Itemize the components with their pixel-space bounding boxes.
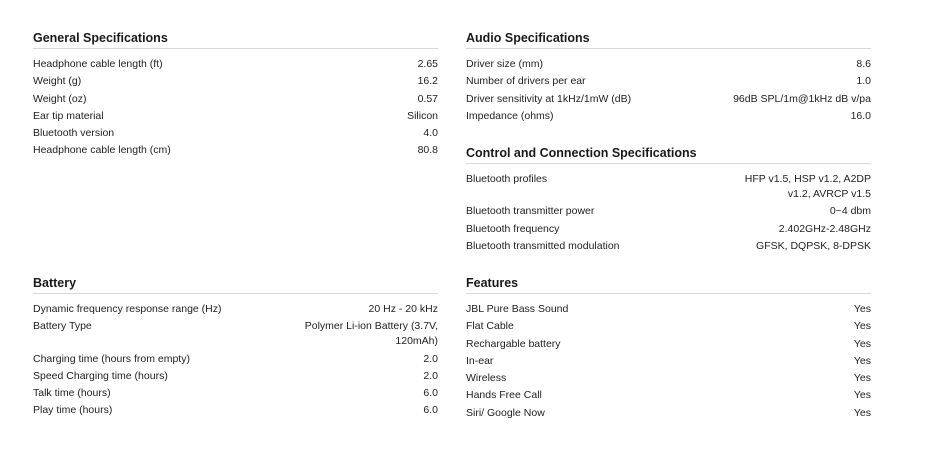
spec-row — [33, 386, 438, 401]
spec-label: Headphone cable length (cm) — [33, 144, 171, 157]
spec-value: Yes — [853, 337, 871, 350]
spec-row — [466, 57, 871, 72]
section-title: Control and Connection Specifications — [466, 146, 871, 164]
spec-label: Flat Cable — [466, 320, 514, 333]
spec-row — [33, 143, 438, 158]
spec-value: Polymer Li-ion Battery (3.7V, 120mAh) — [304, 320, 438, 348]
spec-value: 0~4 dbm — [829, 205, 871, 218]
section-title: Audio Specifications — [466, 31, 871, 49]
spec-row — [466, 204, 871, 219]
spec-label: Rechargable battery — [466, 337, 561, 350]
spec-row — [466, 406, 871, 421]
spec-value: Yes — [853, 372, 871, 385]
spec-row — [466, 302, 871, 317]
spec-row — [33, 352, 438, 367]
spec-value: 80.8 — [417, 144, 438, 157]
spec-label: Battery Type — [33, 320, 92, 333]
audio-specifications-section — [466, 31, 871, 126]
spec-value: Yes — [853, 389, 871, 402]
spec-label: Driver sensitivity at 1kHz/1mW (dB) — [466, 92, 632, 105]
control-connection-specifications-section — [466, 146, 871, 256]
spec-label: Dynamic frequency response range (Hz) — [33, 303, 222, 315]
spec-row — [33, 74, 438, 89]
spec-value: 16.0 — [850, 109, 871, 122]
spec-row — [466, 239, 871, 254]
spec-label: Driver size (mm) — [466, 58, 543, 70]
spec-row — [466, 319, 871, 334]
spec-label: In-ear — [466, 354, 494, 367]
spec-label: Bluetooth profiles — [466, 173, 548, 185]
spec-value: Yes — [853, 354, 871, 367]
spec-row — [466, 388, 871, 403]
general-specifications-section — [33, 31, 438, 161]
spec-row — [466, 74, 871, 89]
section-title: Battery — [33, 276, 438, 294]
spec-label: Bluetooth version — [33, 127, 115, 140]
spec-label: Bluetooth transmitted modulation — [466, 239, 620, 252]
spec-label: Hands Free Call — [466, 389, 542, 402]
spec-label: Siri/ Google Now — [466, 406, 545, 419]
spec-row — [466, 354, 871, 369]
spec-value: 20 Hz - 20 kHz — [368, 303, 438, 315]
section-title: Features — [466, 276, 871, 294]
spec-label: Speed Charging time (hours) — [33, 369, 168, 382]
spec-row — [33, 92, 438, 107]
spec-value: 6.0 — [423, 387, 438, 400]
spec-value: Yes — [853, 320, 871, 333]
spec-value: 1.0 — [856, 75, 871, 88]
spec-row — [33, 369, 438, 384]
spec-value: GFSK, DQPSK, 8-DPSK — [756, 239, 871, 252]
spec-label: Charging time (hours from empty) — [33, 352, 190, 365]
spec-label: Ear tip material — [33, 109, 104, 122]
spec-value: 2.65 — [417, 58, 438, 70]
spec-value: 16.2 — [417, 75, 438, 88]
spec-value: 0.57 — [417, 92, 438, 105]
spec-value: 8.6 — [856, 58, 871, 70]
spec-row — [33, 126, 438, 141]
spec-label: Number of drivers per ear — [466, 75, 586, 88]
features-section — [466, 276, 871, 423]
spec-row — [466, 222, 871, 237]
spec-row — [466, 371, 871, 386]
battery-section — [33, 276, 438, 421]
spec-label: JBL Pure Bass Sound — [466, 303, 569, 315]
section-title: General Specifications — [33, 31, 438, 49]
spec-label: Bluetooth transmitter power — [466, 205, 595, 218]
spec-label: Talk time (hours) — [33, 387, 111, 400]
spec-row — [466, 337, 871, 352]
spec-label: Play time (hours) — [33, 404, 113, 417]
spec-value: 96dB SPL/1m@1kHz dB v/pa — [733, 92, 871, 105]
spec-label: Weight (g) — [33, 75, 82, 88]
spec-row — [466, 172, 871, 202]
spec-value: Yes — [853, 406, 871, 419]
spec-label: Bluetooth frequency — [466, 222, 560, 235]
spec-value: 6.0 — [423, 404, 438, 417]
spec-row — [33, 109, 438, 124]
spec-label: Impedance (ohms) — [466, 109, 554, 122]
spec-value: 2.0 — [423, 369, 438, 382]
spec-label: Wireless — [466, 372, 507, 385]
spec-row — [466, 109, 871, 124]
spec-row — [33, 302, 438, 317]
spec-label: Headphone cable length (ft) — [33, 58, 163, 70]
spec-row — [33, 319, 438, 349]
spec-label: Weight (oz) — [33, 92, 87, 105]
spec-row — [466, 92, 871, 107]
spec-value: Silicon — [407, 109, 438, 122]
spec-value: HFP v1.5, HSP v1.2, A2DP v1.2, AVRCP v1.5 — [744, 173, 871, 200]
spec-row — [33, 403, 438, 418]
spec-row — [33, 57, 438, 72]
spec-value: Yes — [853, 303, 871, 315]
spec-value: 4.0 — [423, 127, 438, 140]
spec-value: 2.402GHz-2.48GHz — [778, 222, 871, 235]
spec-value: 2.0 — [423, 352, 438, 365]
